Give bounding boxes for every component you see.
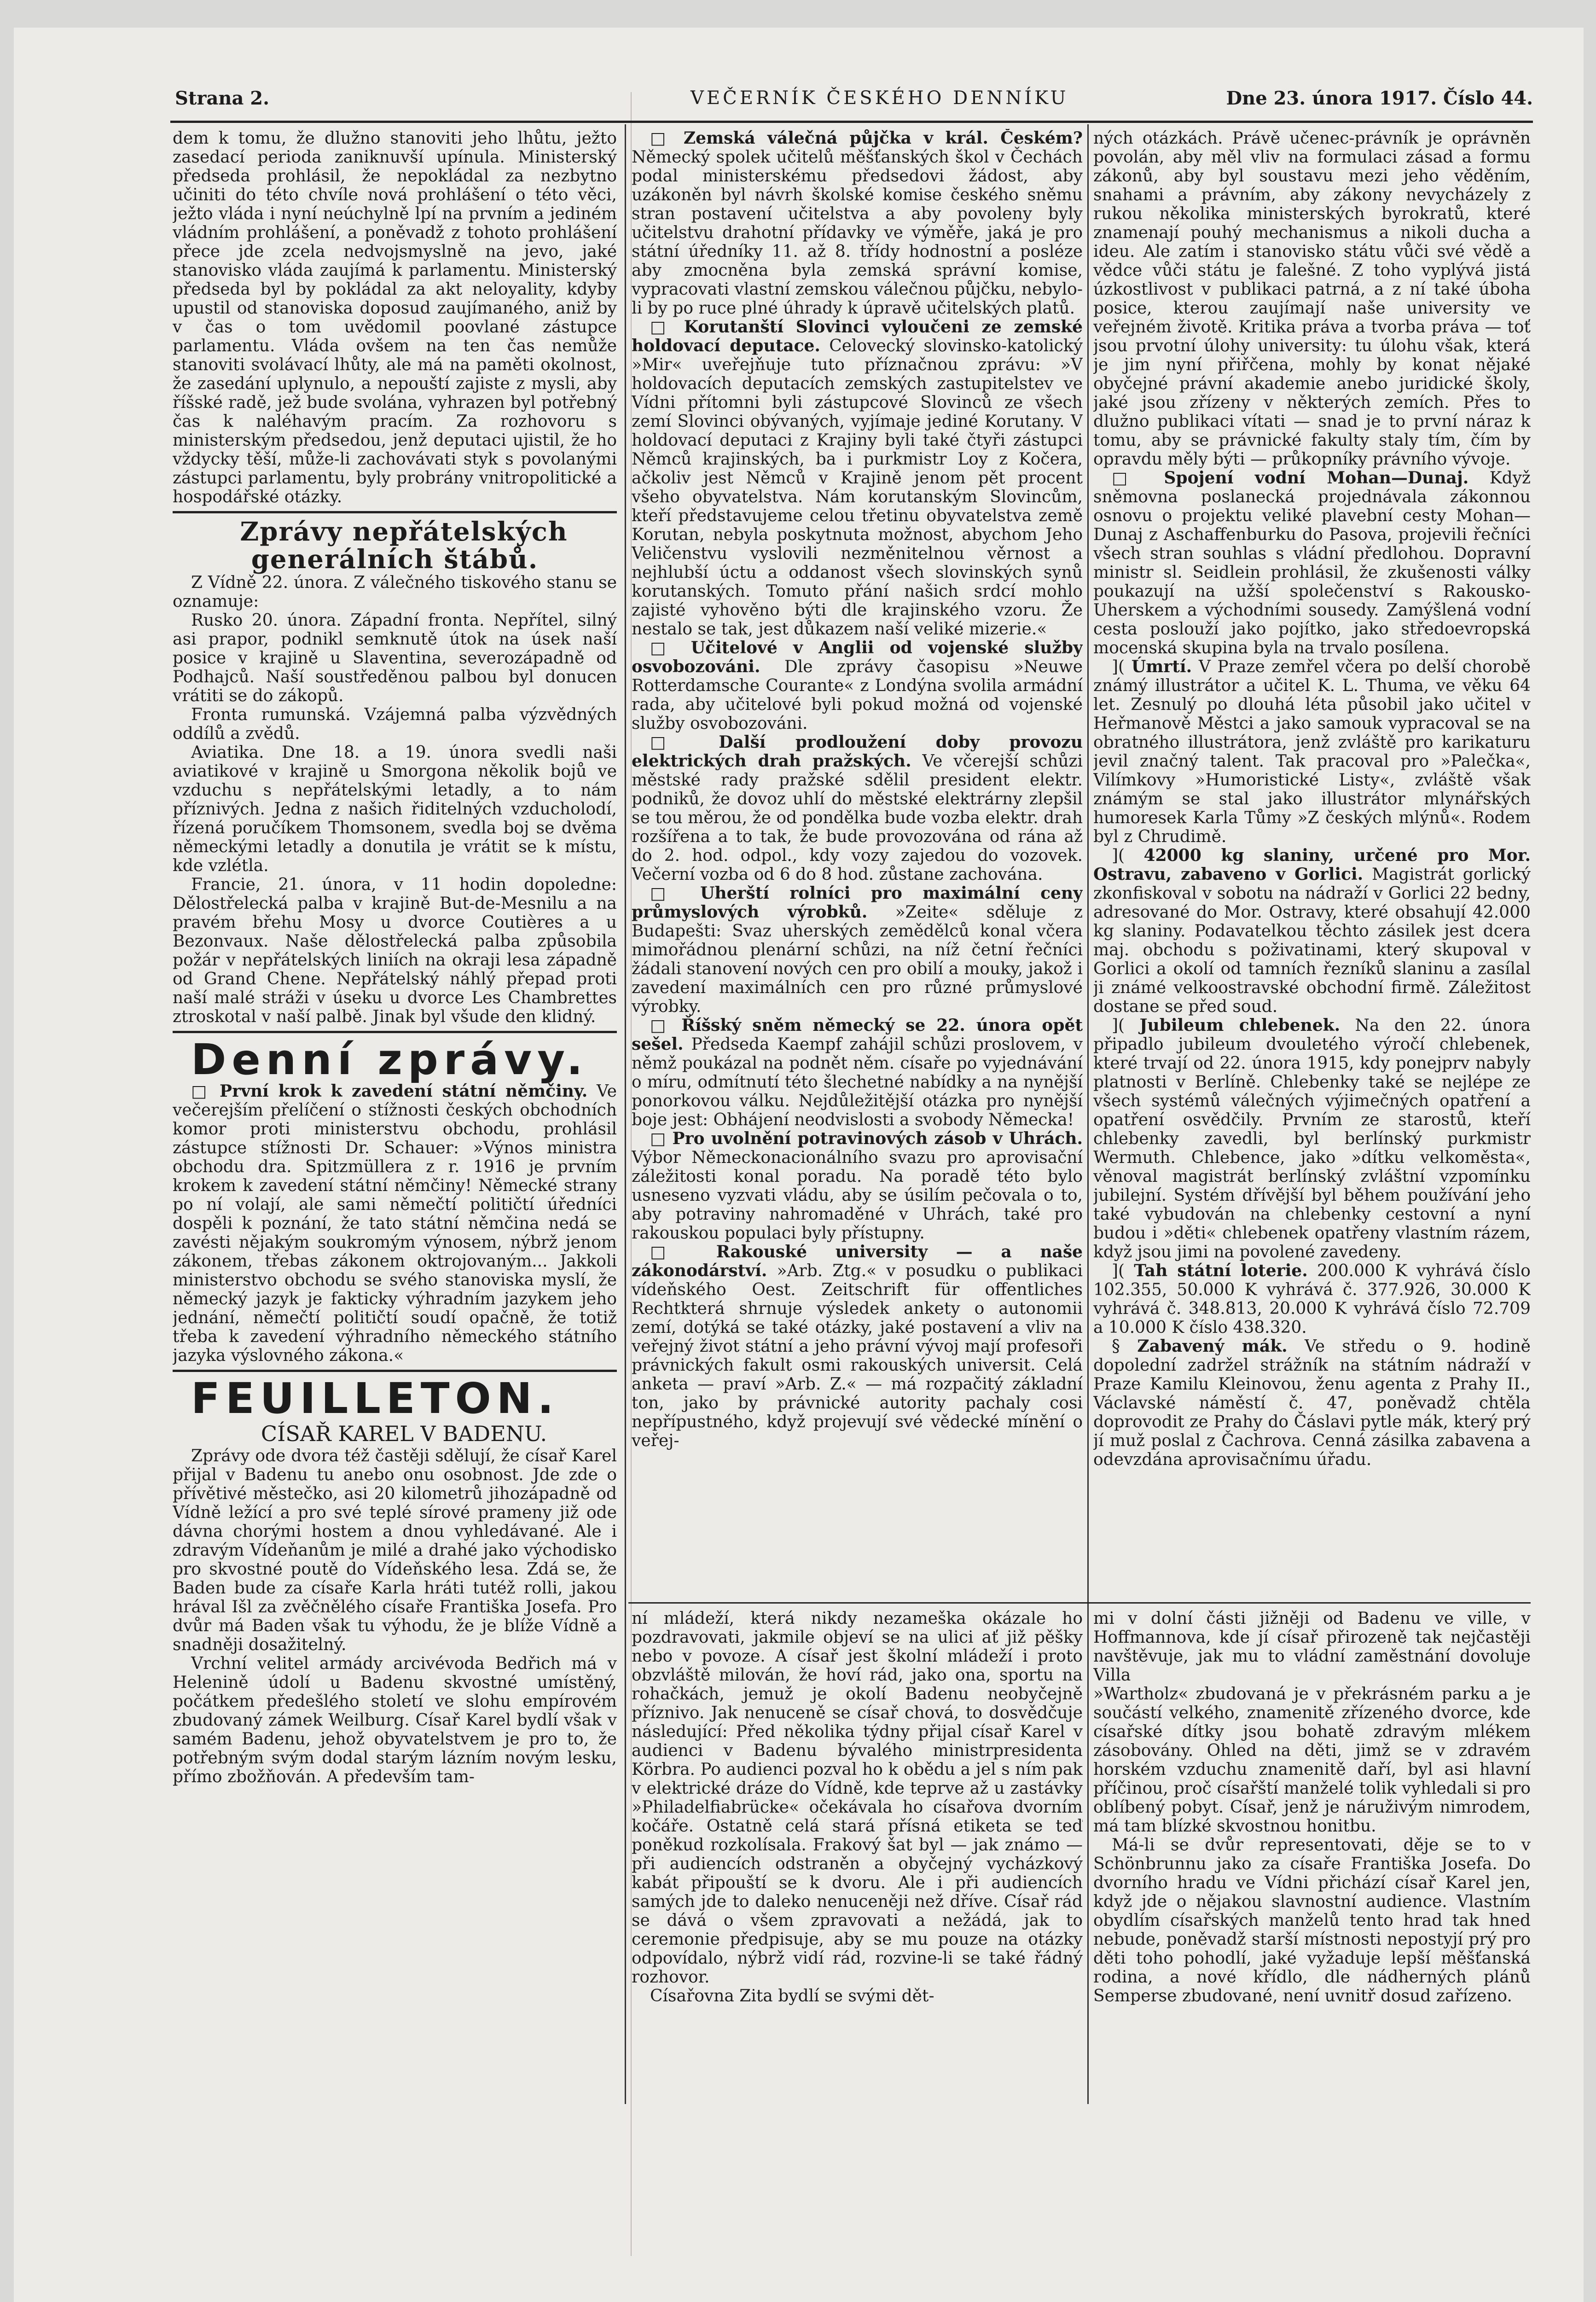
news-title: Spojení vodní Mohan—Dunaj. <box>1164 468 1469 488</box>
news-item: ]( Úmrtí. V Praze zemřel včera po delší chorobě známý illustrátor a učitel K. L. Thuma, ve věku 64 let. Zesnulý po dlouhá léta působil jako učitel v Heřmanově Městci a jako samouk vypracoval se na obratného illustrátora, jenž zvláště pro karikaturu jevil značný talent. Tak pracoval pro »Palečka«, Vilímkovy »Humoristické Listy«, zvláště však známým se stal jako illustrátor mlynářských humoresek Karla Tůmy »Z českých mlýnů«. Rodem byl z Chrudimě. <box>1093 657 1531 846</box>
news-body: Ve včerejší schůzi městské rady pražské sdělil president elektr. podniků, že dovoz uhlí do městské elektrárny zlepšil se tou měrou, že od pondělka bude vozba elektr. drah rozšířena a to tak, že bude provozována od rána až do 2. hod. odpol., kdy vozy zajedou do vozovek. Večerní vozba od 6 do 8 hod. zůstane zachována. <box>632 752 1083 884</box>
column-2 <box>632 129 1083 1598</box>
news-item: □ Spojení vodní Mohan—Dunaj. Když sněmovna poslanecká projednávala zákonnou osnovu o projektu veliké plavební cesty Mohan—Dunaj z Aschaffenburku do Pasova, projevili řečníci všech stran souhlas s vládní předlohou. Dopravní ministr sl. Seidlein prohlásil, že zkušenosti války poukazují na užší společenství s Rakousko-Uherskem a východními sousedy. Zamýšlená vodní cesta poslouží jako pojítko, jako středoevropská mocenská skupina byla na trvalo posílena. <box>1093 468 1531 657</box>
column-3-feuilleton <box>1093 1609 1531 2171</box>
news-item: □ Korutanští Slovinci vyloučeni ze zemské holdovací deputace. Celovecký slovinsko-katolický »Mir« uveřejňuje tuto příznačnou zprávu: »V holdovacích deputacích zemských zastupitelstev ve Vídni přítomni byli zástupcové Slovinců ze všech zemí Slovinci obývaných, vyjímaje jediné Korutany. V holdovací deputaci z Krajiny byli také čtyři zástupci Němců krajinských, ba i purkmistr Loy z Kočera, ačkoliv jest Němců v Krajině jenom pět procent všeho obyvatelstva. Nám korutanským Slovincům, kteří představujeme celou třetinu obyvatelstva země Korutan, nebyla poskytnuta možnost, abychom Jeho Veličenstvu vyslovili nezměnitelnou věrnost a nejhlubší úctu a oddanost všech slovinských synů korutanských. Tomuto přání našich srdcí mohlo zajisté vyhověno býti dle krajinského vzoru. Že nestalo se tak, jest důkazem naší veliké mizerie.« <box>632 317 1083 639</box>
news-body: V Praze zemřel včera po delší chorobě známý illustrátor a učitel K. L. Thuma, ve věku 64 let. Zesnulý po dlouhá léta působil jako učitel v Heřmanově Městci a jako samouk vypracoval se na obratného illustrátora, jenž zvláště pro karikaturu jevil značný talent. Tak pracoval pro »Palečka«, Vilímkovy »Humoristické Listy«, zvláště však známým se stal jako illustrátor mlynářských humoresek Karla Tůmy »Z českých mlýnů«. Rodem byl z Chrudimě. <box>1093 657 1531 846</box>
feuilleton-text: Zprávy ode dvora též častěji sdělují, že císař Karel přijal v Badenu tu anebo onu osobnost. Jde zde o přívětivé městečko, asi 20 kilometrů jihozápadně od Vídně ležící a pro své teplé sírové prameny již ode dávna chorými hostem a dnou vyhledávané. Ale i zdravým Vídeňanům je milé a drahé jako východisko pro skvostné poutě do Vídeňského lesa. Zdá se, že Baden bude za císaře Karla hráti tutéž rolli, jakou hrával Išl za zvěčnělého císaře Františka Josefa. Pro dvůr má Baden však tu výhodu, že je blíže Vídně a snadněji dosažitelný. <box>173 1447 617 1654</box>
news-body: »Arb. Ztg.« v posudku o publikaci vídeňského Oest. Zeitschrift für offentliches Rechtkterá shrnuje výsledek ankety o autonomii zemí, dotýká se také otázky, jaké postavení a vliv na veřejný život státní a jeho právní vývoj mají profesoři právnických fakult osmi rakouských universit. Celá anketa — praví »Arb. Z.« — má rozpačitý základní ton, jako by právnické autority pachaly cosi nepřípustného, když projevují své vědecké mínění o veřej- <box>632 1261 1083 1450</box>
news-item: ]( 42000 kg slaniny, určené pro Mor. Ostravu, zabaveno v Gorlici. Magistrát gorlický zkonfiskoval v sobotu na nádraží v Gorlici 22 bedny, adresované do Mor. Ostravy, které obsahují 42.000 kg slaniny. Podavatelkou těchto zásilek jest dcera maj. obchodu s poživatinami, který skupoval v Gorlici a okolí od tamních řezníků slaninu a zasílal ji známé velkoostravské obchodní firmě. Záležitost dostane se před soud. <box>1093 846 1531 1016</box>
news-body: Předseda Kaempf zahájil schůzi proslovem, v němž poukázal na podnět něm. císaře po vyjednávání o míru, odmítnutí této šlechetné nabídky a na nynější ponorkovou válku. Nejdůležitější otázka pro nynější boje jest: Obhájení neodvislosti a svobody Německa! <box>632 1035 1083 1129</box>
page-number: Strana 2. <box>175 87 270 109</box>
war-reports-heading: Zprávy nepřátelských generálních štábů. <box>240 517 568 575</box>
article-text: ných otázkách. Právě učenec-právník je oprávněn povolán, aby měl vliv na formulaci zásad a formu zákonů, aby byl soustavu mezi jeho věděním, snahami a právním, aby zákony nevycházely z rukou několika ministerských byrokratů, které znamenají pouhý mechanismus a nikoli ducha a ideu. Ale zatím i stanovisko státu vůči své vědě a vědce vůči státu je falešné. Z toho vyplývá jistá úzkostlivost v publikaci patrná, a z ní také úboha posice, kterou zaujímají naše university ve veřejném životě. Kritika práva a tvorba práva — toť jsou prvotní úlohy university: tu úlohu však, která je jim nyní přiřčena, mohly by konat nějaké obyčejné právní akademie anebo juridické školy, jaké jsou zřízeny v některých zemích. Přes to dlužno publikaci vítati — snad je to první náraz k tomu, aby se právnické fakulty staly tím, čím by opravdu měly býti — průkopníky právního vývoje. <box>1093 129 1531 469</box>
news-title: První krok k zavedení státní němčiny. <box>220 1081 588 1101</box>
news-body: Celovecký slovinsko-katolický »Mir« uveřejňuje tuto příznačnou zprávu: »V holdovacích deputacích zemských zastupitelstev ve Vídni přítomni byli zástupcové Slovinců ze všech zemí Slovinci obývaných, vyjímaje jediné Korutany. V holdovací deputaci z Krajiny byli také čtyři zástupci Němců krajinských, ba i purkmistr Loy z Kočera, ačkoliv jest Němců v Krajině jenom pět procent všeho obyvatelstva. Nám korutanským Slovincům, kteří představujeme celou třetinu obyvatelstva země Korutan, nebyla poskytnuta možnost, abychom Jeho Veličenstvu vyslovili nezměnitelnou věrnost a nejhlubší úctu a oddanost všech slovinských synů korutanských. Tomuto přání našich srdcí mohlo zajisté vyhověno býti dle krajinského vzoru. Že nestalo se tak, jest důkazem naší veliké mizerie.« <box>632 337 1083 639</box>
news-body: Na den 22. února připadlo jubileum dvouletého výročí chlebenek, které trvají od 22. února 1915, kdy ponejprv nabyly platnosti v Berlíně. Chlebenky také se nejlépe ze všech systémů válečných výjimečných opatření a opatření osvědčily. Prvním ze starostů, kteří chlebenky zavedli, byl berlínský purkmistr Wermuth. Chlebence, jako »dítku velkoměsta«, věnoval magistrát berlínský zvláštní vzpomínku jubilejní. Systém dřívější byl během používání jeho také vybudován na chlebenky cestovní a nyní budou i »děti« chlebenek opatřeny vlastním rázem, když jsou jimi na povolené zavedeny. <box>1093 1016 1531 1261</box>
news-item: □ Další prodloužení doby provozu elektrických drah pražských. Ve včerejší schůzi městské rady pražské sdělil president elektr. podniků, že dovoz uhlí do městské elektrárny zlepšil se tou měrou, že od pondělka bude vozba elektr. drah rozšířena a to tak, že bude provozována od rána až do 2. hod. odpol., kdy vozy zajedou do vozovek. Večerní vozba od 6 do 8 hod. zůstane zachována. <box>632 732 1083 884</box>
feuilleton-divider <box>628 1602 1531 1604</box>
news-title: Jubileum chlebenek. <box>1139 1016 1341 1035</box>
feuilleton-text: Vrchní velitel armády arcivévoda Bedřich má v Helenině údolí u Badenu skvostné umístěný, počátkem předešlého století ve slohu empírovém zbudovaný zámek Weilburg. Císař Karel bydlí však v samém Badenu, jehož obyvatelstvem je pro to, že potřebným svým dodal starým lázním novým lesku, přímo zbožňován. A především tam- <box>173 1654 617 1786</box>
feuilleton-text: Má-li se dvůr representovati, děje se to v Schönbrunnu jako za císaře Františka Josefa. Do dvorního hradu ve Vídni přichází císař Karel jen, když jde o nějakou slavnostní audience. Vlastním obydlím císařských manželů tento hrad tak hned nebude, poněvadž starší místnosti nepostyjí prý pro děti toho pohodlí, jaké vyžaduje lepší měšťanská rodina, a nové křídlo, dle nádherných plánů Semperse zbudované, není uvnitř dosud zařízeno. <box>1093 1836 1531 2006</box>
news-body: Ve večerejším přelíčení o stížnosti českých obchodních komor proti ministerstvu obchodu, prohlásil zástupce stížnosti Dr. Schauer: »Výnos ministra obchodu dra. Spitzmüllera z r. 1916 je prvním krokem k zavedení státní němčiny! Německé strany po ní volají, ale sami němečtí političtí úředníci dospěli k poznání, že tato státní němčina nedá se zavésti nějakým soukromým výnosem, nýbrž jenom zákonem, třebas zákonem oktrojovaným... Jakkoli ministerstvo obchodu se svého stanoviska myslí, že německý jazyk je fakticky výhradním jazykem jeho jednání, němečtí političtí soudí opačně, že totiž třeba k zavedení výhradního německého státního jazyka výslovného zákona.« <box>173 1082 617 1365</box>
news-title: Úmrtí. <box>1131 657 1192 676</box>
section-rule <box>173 1031 617 1033</box>
daily-news-heading: Denní zprávy. <box>191 1035 588 1084</box>
column-1 <box>173 129 617 2173</box>
masthead: VEČERNÍK ČESKÉHO DENNÍKU <box>691 87 1069 109</box>
news-body: Magistrát gorlický zkonfiskoval v sobotu na nádraží v Gorlici 22 bedny, adresované do Mor. Ostravy, které obsahují 42.000 kg slaniny. Podavatelkou těchto zásilek jest dcera maj. obchodu s poživatinami, který skupoval v Gorlici a okolí od tamních řezníků slaninu a zasílal ji známé velkoostravské obchodní firmě. Záležitost dostane se před soud. <box>1093 865 1531 1016</box>
news-title: Uherští rolníci pro maximální ceny průmyslových výrobků. <box>632 884 1083 922</box>
feuilleton-text: Císařovna Zita bydlí se svými dět- <box>650 1987 934 2006</box>
news-body: Výbor Německonacionálního svazu pro aprovisační záležitosti konal poradu. Na poradě této bylo usneseno vyzvati vládu, aby se úsilím pečovala o to, aby potraviny nahromaděné v Uhrách, také pro rakouskou populaci byly přístupny. <box>632 1148 1083 1243</box>
section-rule <box>173 511 617 513</box>
news-body: »Zeite« sděluje z Budapešti: Svaz uherských zemědělců konal včera mimořádnou plenární schůzi, na níž četní řečníci žádali stanovení nových cen pro obilí a mouky, jakož i zavedení maximálních cen pro různé průmyslové výrobky. <box>632 903 1083 1016</box>
news-item: □ Uherští rolníci pro maximální ceny průmyslových výrobků. »Zeite« sděluje z Budapešti: Svaz uherských zemědělců konal včera mimořádnou plenární schůzi, na níž četní řečníci žádali stanovení nových cen pro obilí a mouky, jakož i zavedení maximálních cen pro různé průmyslové výrobky. <box>632 884 1083 1016</box>
news-title: Rakouské university — a naše zákonodárství. <box>632 1242 1083 1280</box>
news-title: Učitelové v Anglii od vojenské služby osvobozováni. <box>632 638 1083 676</box>
news-body: Dle zprávy časopisu »Neuwe Rotterdamsche Courante« z Londýna svolila armádní rada, aby učitelové byli pokud možná od vojenské služby osvobozováni. <box>632 657 1083 733</box>
feuilleton-text: mi v dolní části jižněji od Badenu ve ville, v Hoffmannova, kde jí císař přirozeně tak nejčastěji navštěvuje, jak mu to vládní zaměstnání dovoluje Villa <box>1093 1609 1531 1685</box>
column-2-feuilleton <box>632 1609 1083 2171</box>
news-title: Korutanští Slovinci vyloučeni ze zemské holdovací deputace. <box>632 317 1083 355</box>
news-title: 42000 kg slaniny, určené pro Mor. Ostravu, zabaveno v Gorlici. <box>1093 846 1531 884</box>
article-text: dem k tomu, že dlužno stanoviti jeho lhůtu, ježto zasedací perioda zaniknuvší upínula. Ministerský předseda prohlásil, že nepokládal za nezbytno učiniti do této chvíle nová prohlášení o této věci, ježto vláda i nyní neúchylně lpí na prvním a jediném vládním prohlášení, a poněvadž z tohoto prohlášení přece jde zcela nedvojsmyslně na jevo, jaké stanovisko vláda zaujímá k parlamentu. Ministerský předseda byl by pokládal za akt neloyality, kdyby upustil od stanoviska doposud zaujímaného, aniž by v čas o tom uvědomil poovlané zástupce parlamentu. Vláda ovšem na ten čas nemůže stanoviti svolávací lhůty, ale má na paměti okolnost, že zasedání uplynulo, a nepouští zajiste z mysli, aby říšské radě, jež bude svolána, vyhrazen byl potřebný čas k naléhavým pracím. Za rozhovoru s ministerským předsedou, jenž deputaci ujistil, že ho vždycky těší, může-li zachovávati styk s povolanými zástupci parlamentu, byly probrány vnitropolitické a hospodářské otázky. <box>173 129 617 506</box>
news-item: ]( Jubileum chlebenek. Na den 22. února připadlo jubileum dvouletého výročí chlebenek, které trvají od 22. února 1915, kdy ponejprv nabyly platnosti v Berlíně. Chlebenky také se nejlépe ze všech systémů válečných výjimečných opatření a opatření osvědčily. Prvním ze starostů, kteří chlebenky zavedli, byl berlínský purkmistr Wermuth. Chlebence, jako »dítku velkoměsta«, věnoval magistrát berlínský zvláštní vzpomínku jubilejní. Systém dřívější byl během používání jeho také vybudován na chlebenky cestovní a nyní budou i »děti« chlebenek opatřeny vlastním rázem, když jsou jimi na povolené zavedeny. <box>1093 1016 1531 1261</box>
war-report-france: Francie, 21. února, v 11 hodin dopoledne: Dělostřelecká palba v krajině But-de-Mesnilu a na pravém břehu Mosy u dvorce Coutières a u Bezonvaux. Naše dělostřelecká palba způsobila požár v nepřátelských liniích na okraji lesa západně od Grand Chene. Nepřátelský náhlý přepad proti naší malé stráži v úseku u dvorce Les Chambrettes ztroskotal v naší palbě. Jinak byl všude den klidný. <box>173 875 617 1026</box>
news-body: Německý spolek učitelů měšťanských škol v Čechách podal ministerskému předsedovi žádost, aby uzákoněn byl návrh školské komise českého sněmu stran postavení učitelstva a aby povoleny byly učitelstvu drahotní přídavky ve výměře, jaká je pro státní úředníky 11. až 8. třídy hodnostní a posléze aby zmocněna byla zemská správní komise, vypracovati vlastní zemskou válečnou půjčku, nebylo-li by po ruce plné úhrady k úpravě učitelských platů. <box>632 148 1083 318</box>
feuilleton-heading: FEUILLETON. <box>191 1374 559 1423</box>
news-body: Ve středu o 9. hodině dopolední zadržel strážník na státním nádraží v Praze Kamilu Kleinovou, ženu agenta z Prahy II., Václavské náměstí č. 47, poněvadž chtěla doprovodit ze Prahy do Čáslavi pytle mák, který prý jí muž poslal z Čachrova. Cenná zásilka zabavena a odevzdána aprovisačnímu úřadu. <box>1093 1337 1531 1469</box>
feuilleton-text: ní mládeží, která nikdy nezameška okázale ho pozdravovati, jakmile objeví se na ulici ať již pěšky nebo v povoze. A císař jest školní mládeží i proto obzvláště milován, že hoví rád, jako ona, sportu na rohačkách, jemuž je okolí Badenu neobyčejně příznivo. Jak nenuceně se císař chová, to dosvědčuje následující: Před několika týdny přijal císař Karel v audienci v Badenu bývalého ministrpresidenta Körbra. Po audienci pozval ho k obědu a jel s ním pak v elektrické dráze do Vídně, kde teprve až u zastávky »Philadelfiabrücke« očekávala ho císařova dvorním kočáře. Ostatně celá stará přísná etiketa se teď poněkud rozkolísala. Frakový šat byl — jak známo — při audiencích odstraněn a obyčejný vycházkový kabát připouští se k dvoru. Ale i při audiencích samých jde to daleko nenuceněji než dříve. Císař rád se dává o všem zpravovati a nežádá, jak to ceremonie předpisuje, aby se mu pouze na otázky odpovídalo, nýbrž vidí rád, rozvine-li se také řádný rozhovor. <box>632 1609 1083 1987</box>
header-rule <box>170 121 1533 123</box>
news-title: Zemská válečná půjčka v král. Českém? <box>683 129 1083 148</box>
news-item: □ Učitelové v Anglii od vojenské služby osvobozováni. Dle zprávy časopisu »Neuwe Rotterdamsche Courante« z Londýna svolila armádní rada, aby učitelové byli pokud možná od vojenské služby osvobozováni. <box>632 638 1083 733</box>
column-rule <box>1087 124 1089 2104</box>
news-item: □ První krok k zavedení státní němčiny. Ve večerejším přelíčení o stížnosti českých obchodních komor proti ministerstvu obchodu, prohlásil zástupce stížnosti Dr. Schauer: »Výnos ministra obchodu dra. Spitzmüllera z r. 1916 je prvním krokem k zavedení státní němčiny! Německé strany po ní volají, ale sami němečtí političtí úředníci dospěli k poznání, že tato státní němčina nedá se zavésti nějakým soukromým výnosem, nýbrž jenom zákonem, třebas zákonem oktrojovaným... Jakkoli ministerstvo obchodu se svého stanoviska myslí, že německý jazyk je fakticky výhradním jazykem jeho jednání, němečtí političtí soudí opačně, že totiž třeba k zavedení výhradního německého státního jazyka výslovného zákona.« <box>173 1081 617 1365</box>
column-rule <box>625 124 626 2104</box>
news-title: Tah státní loterie. <box>1134 1261 1308 1280</box>
news-body: Když sněmovna poslanecká projednávala zákonnou osnovu o projektu veliké plavební cesty Mohan—Dunaj z Aschaffenburku do Pasova, projevili řečníci všech stran souhlas s vládní předlohou. Dopravní ministr sl. Seidlein prohlásil, že zkušenosti války poukazují na užší společenství s Rakousko-Uherskem a východními sousedy. Zamýšlená vodní cesta poslouží jako pojítko, jako středoevropská mocenská skupina byla na trvalo posílena. <box>1093 469 1531 657</box>
news-title: Pro uvolnění potravinových zásob v Uhrách. <box>672 1129 1083 1148</box>
war-report-intro: Z Vídně 22. února. Z válečného tiskového stanu se oznamuje: <box>173 573 617 611</box>
news-title: Říšský sněm německý se 22. února opět sešel. <box>632 1016 1083 1054</box>
news-item: □ Pro uvolnění potravinových zásob v Uhrách. Výbor Německonacionálního svazu pro aprovisační záležitosti konal poradu. Na poradě této bylo usneseno vyzvati vládu, aby se úsilím pečovala o to, aby potraviny nahromaděné v Uhrách, také pro rakouskou populaci byly přístupny. <box>632 1129 1083 1243</box>
feuilleton-text: »Wartholz« zbudovaná je v překrásném parku a je součástí velkého, znamenitě zřízeného dvorce, kde císařské dítky jsou bohatě zdravým mlékem zásobovány. Ohled na děti, jimž se v zdravém horském vzduchu znamenitě daří, byl asi hlavní příčinou, proč císařští manželé tolik vyhledali si pro oblíbený pobyt. Císař, jenž je náruživým nimrodem, má tam blízké skvostnou honitbu. <box>1093 1685 1531 1836</box>
news-body: 200.000 K vyhrává číslo 102.355, 50.000 K vyhrává č. 377.926, 30.000 K vyhrává č. 348.813, 20.000 K vyhrává číslo 72.709 a 10.000 K číslo 438.320. <box>1093 1261 1531 1337</box>
news-item: □ Rakouské university — a naše zákonodárství. »Arb. Ztg.« v posudku o publikaci vídeňského Oest. Zeitschrift für offentliches Rechtkterá shrnuje výsledek ankety o autonomii zemí, dotýká se také otázky, jaké postavení a vliv na veřejný život státní a jeho právní vývoj mají profesoři právnických fakult osmi rakouských universit. Celá anketa — praví »Arb. Z.« — má rozpačitý základní ton, jako by právnické autority pachaly cosi nepřípustného, když projevují své vědecké mínění o veřej- <box>632 1242 1083 1450</box>
column-3 <box>1093 129 1531 1598</box>
news-title: Další prodloužení doby provozu elektrických drah pražských. <box>632 732 1083 771</box>
section-rule <box>173 1370 617 1372</box>
news-item: ]( Tah státní loterie. 200.000 K vyhrává číslo 102.355, 50.000 K vyhrává č. 377.926, 30.000 K vyhrává č. 348.813, 20.000 K vyhrává číslo 72.709 a 10.000 K číslo 438.320. <box>1093 1261 1531 1337</box>
page-header <box>175 87 1533 120</box>
news-item: § Zabavený mák. Ve středu o 9. hodině dopolední zadržel strážník na státním nádraží v Praze Kamilu Kleinovou, ženu agenta z Prahy II., Václavské náměstí č. 47, poněvadž chtěla doprovodit ze Prahy do Čáslavi pytle mák, který prý jí muž poslal z Čachrova. Cenná zásilka zabavena a odevzdána aprovisačnímu úřadu. <box>1093 1337 1531 1469</box>
issue-date: Dne 23. února 1917. Číslo 44. <box>1226 87 1533 109</box>
war-report-romania: Fronta rumunská. Vzájemná palba výzvědných oddílů a zvědů. <box>173 705 617 743</box>
news-title: Zabavený mák. <box>1137 1337 1288 1356</box>
news-item: □ Zemská válečná půjčka v král. Českém? Německý spolek učitelů měšťanských škol v Čechách podal ministerskému předsedovi žádost, aby uzákoněn byl návrh školské komise českého sněmu stran postavení učitelstva a aby povoleny byly učitelstvu drahotní přídavky ve výměře, jaká je pro státní úředníky 11. až 8. třídy hodnostní a posléze aby zmocněna byla zemská správní komise, vypracovati vlastní zemskou válečnou půjčku, nebylo-li by po ruce plné úhrady k úpravě učitelských platů. <box>632 129 1083 318</box>
news-item: □ Říšský sněm německý se 22. února opět sešel. Předseda Kaempf zahájil schůzi proslovem, v němž poukázal na podnět něm. císaře po vyjednávání o míru, odmítnutí této šlechetné nabídky a na nynější ponorkovou válku. Nejdůležitější otázka pro nynější boje jest: Obhájení neodvislosti a svobody Německa! <box>632 1016 1083 1129</box>
war-report-aviation: Aviatika. Dne 18. a 19. února svedli naši aviatikové v krajině u Smorgona několik bojů ve vzduchu s nepřátelskými letadly, a to nám příznivých. Jedna z našich řiditelných vzducholodí, řízená poručíkem Thomsonem, svedla boj se dvěma německými letadly a donutila je vrátit se k místu, kde vzlétla. <box>173 743 617 875</box>
war-report-russia: Rusko 20. února. Západní fronta. Nepřítel, silný asi prapor, podnikl semknutě útok na úsek naší posice v krajině u Slaventina, severozápadně od Podhajců. Naší soustředěnou palbou byl donucen vrátiti se do zákopů. <box>173 611 617 705</box>
feuilleton-title: CÍSAŘ KAREL V BADENU. <box>261 1421 547 1446</box>
